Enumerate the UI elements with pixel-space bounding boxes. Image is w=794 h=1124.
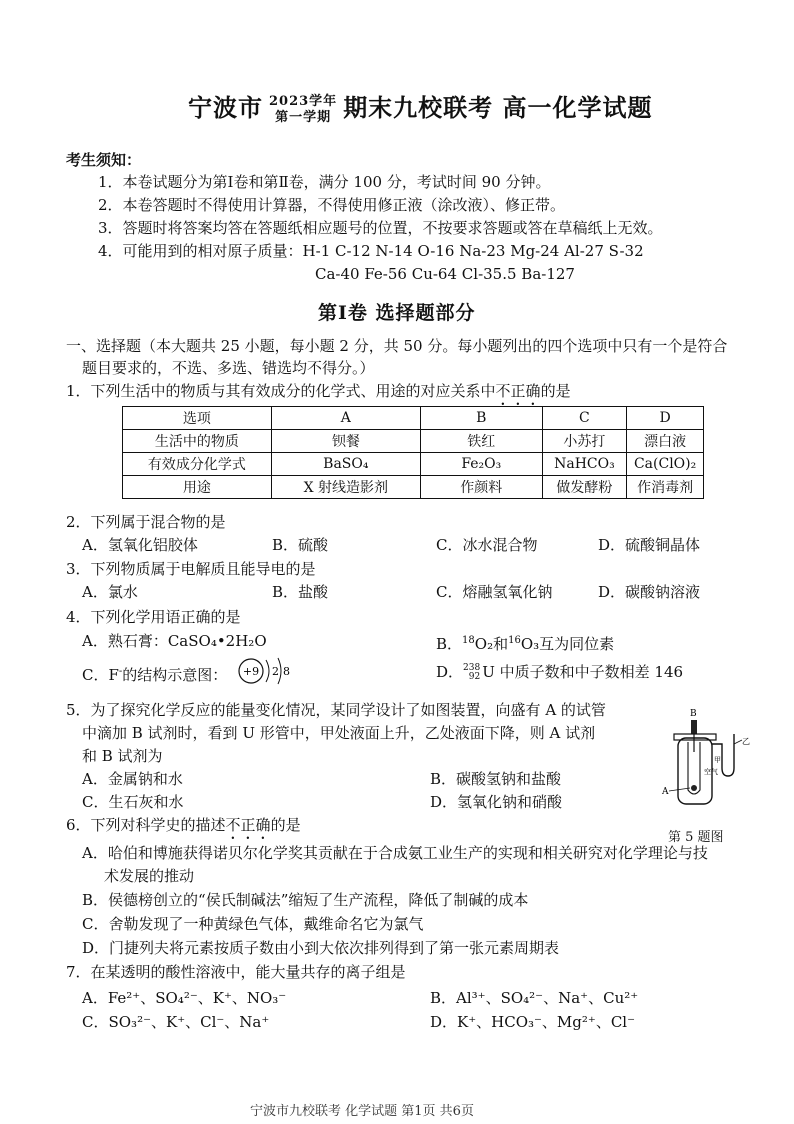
page-footer: 宁波市九校联考 化学试题 第1页 共6页 bbox=[250, 1104, 474, 1119]
q2-option-a: A．氢氧化铝胶体 bbox=[82, 536, 198, 554]
q4-option-b-mass2: 16 bbox=[508, 635, 521, 646]
q2-option-d: D．硫酸铜晶体 bbox=[598, 536, 701, 554]
table-cell: Fe₂O₃ bbox=[420, 453, 542, 476]
q4-option-d-nuclide bbox=[463, 664, 480, 682]
q3-option-b: B．盐酸 bbox=[272, 583, 329, 601]
q3-option-d: D．碳酸钠溶液 bbox=[598, 583, 701, 601]
notice-item-4: 4．可能用到的相对原子质量：H-1 C-12 N-14 O-16 Na-23 Mg-24 Al-27 S-32 bbox=[98, 242, 644, 260]
title-semester: 第一学期 bbox=[275, 109, 332, 125]
table-cell: 作消毒剂 bbox=[627, 476, 704, 499]
q5-apparatus-diagram bbox=[660, 704, 750, 824]
q7-option-b: B．Al³⁺、SO₄²⁻、Na⁺、Cu²⁺ bbox=[430, 989, 639, 1007]
label-yi-pointer bbox=[734, 740, 742, 744]
table-row bbox=[123, 430, 704, 453]
q4-option-c bbox=[82, 662, 227, 685]
q6-option-c: C．舍勒发现了一种黄绿色气体，戴维命名它为氯气 bbox=[82, 915, 424, 933]
table-cell: D bbox=[627, 407, 704, 430]
q1-stem-a: 1．下列生活中的物质与其有效成分的化学式、用途的对应关系中 bbox=[66, 382, 496, 400]
table-cell: 作颜料 bbox=[420, 476, 542, 499]
q3-option-a: A．氯水 bbox=[82, 583, 138, 601]
q4-option-b-post: O₃互为同位素 bbox=[520, 635, 615, 653]
q6-stem bbox=[66, 815, 301, 843]
q6-stem-emphasis: 不正确 bbox=[225, 816, 271, 834]
dropper-bulb bbox=[691, 720, 697, 734]
reagent-a-dot bbox=[691, 785, 697, 791]
label-air: 空气 bbox=[704, 768, 718, 776]
q1-stem bbox=[66, 381, 571, 409]
q4-option-d-mass: 238 bbox=[463, 663, 481, 673]
q4-stem: 4．下列化学用语正确的是 bbox=[66, 608, 241, 626]
notice-masses-line2: Ca-40 Fe-56 Cu-64 Cl-35.5 Ba-127 bbox=[315, 265, 575, 283]
q4-option-d-prefix: D． bbox=[436, 663, 464, 681]
q5-option-b: B．碳酸氢钠和盐酸 bbox=[430, 770, 562, 788]
label-yi: 乙 bbox=[742, 737, 750, 746]
table-row bbox=[123, 476, 704, 499]
q2-stem: 2．下列属于混合物的是 bbox=[66, 513, 226, 531]
title-year-stack bbox=[269, 94, 337, 126]
q5-stem-line1: 5．为了探究化学反应的能量变化情况，某同学设计了如图装置，向盛有 A 的试管 bbox=[66, 701, 606, 719]
q4-option-c-prefix: C．F bbox=[82, 666, 119, 684]
notice-item-1: 1．本卷试题分为第Ⅰ卷和第Ⅱ卷，满分 100 分，考试时间 90 分钟。 bbox=[98, 173, 551, 191]
title-left: 宁波市 bbox=[188, 93, 263, 122]
notice-item-2: 2．本卷答题时不得使用计算器，不得使用修正液（涂改液）、修正带。 bbox=[98, 196, 566, 214]
q4-option-b-mass1: 18 bbox=[462, 635, 475, 646]
q4-option-b bbox=[436, 631, 614, 654]
label-jia: 甲 bbox=[714, 756, 721, 764]
table-cell: NaHCO₃ bbox=[542, 453, 627, 476]
notice-heading: 考生须知： bbox=[66, 151, 142, 169]
table-cell: Ca(ClO)₂ bbox=[627, 453, 704, 476]
label-a: A bbox=[662, 787, 669, 797]
title-right: 期末九校联考 高一化学试题 bbox=[343, 93, 653, 122]
notice-item-3: 3．答题时将答案均答在答题纸相应题号的位置，不按要求答题或答在草稿纸上无效。 bbox=[98, 219, 663, 237]
table-cell: 小苏打 bbox=[542, 430, 627, 453]
q1-stem-b: 的是 bbox=[540, 382, 571, 400]
table-cell: 铁红 bbox=[420, 430, 542, 453]
q4-option-d bbox=[436, 662, 683, 682]
q2-option-c: C．冰水混合物 bbox=[436, 536, 538, 554]
flask-stopper bbox=[674, 734, 716, 740]
label-a-pointer bbox=[669, 788, 690, 791]
fluoride-ion-structure-diagram bbox=[236, 654, 292, 688]
q5-stem-line2: 中滴加 B 试剂时，看到 U 形管中，甲处液面上升，乙处液面下降，则 A 试剂 bbox=[82, 724, 596, 742]
shell-2-electrons: 8 bbox=[283, 665, 290, 678]
table-cell: B bbox=[420, 407, 542, 430]
q4-option-c-charge: - bbox=[118, 666, 123, 677]
q4-option-b-mid: O₂和 bbox=[474, 635, 509, 653]
q2-option-b: B．硫酸 bbox=[272, 536, 329, 554]
table-cell: 用途 bbox=[123, 476, 272, 499]
q6-option-a-line2: 术发展的推动 bbox=[104, 867, 195, 885]
q7-option-d: D．K⁺、HCO₃⁻、Mg²⁺、Cl⁻ bbox=[430, 1013, 636, 1031]
table-cell: 生活中的物质 bbox=[123, 430, 272, 453]
table-cell: 有效成分化学式 bbox=[123, 453, 272, 476]
q6-option-d: D．门捷列夫将元素按质子数由小到大依次排列得到了第一张元素周期表 bbox=[82, 939, 560, 957]
table-cell: 钡餐 bbox=[271, 430, 420, 453]
q7-option-a: A．Fe²⁺、SO₄²⁻、K⁺、NO₃⁻ bbox=[82, 989, 287, 1007]
title-year: 2023学年 bbox=[269, 93, 338, 109]
q6-option-a-line1: A．哈伯和博施获得诺贝尔化学奖其贡献在于合成氨工业生产的实现和相关研究对化学理论与技 bbox=[82, 844, 708, 862]
q7-option-c: C．SO₃²⁻、K⁺、Cl⁻、Na⁺ bbox=[82, 1013, 270, 1031]
q6-option-b: B．侯德榜创立的“侯氏制碱法”缩短了生产流程，降低了制碱的成本 bbox=[82, 891, 529, 909]
q6-stem-b: 的是 bbox=[270, 816, 301, 834]
q1-stem-emphasis: 不正确 bbox=[495, 382, 541, 400]
nucleus-charge: +9 bbox=[242, 665, 260, 678]
q5-option-c: C．生石灰和水 bbox=[82, 793, 184, 811]
q5-stem-line3: 和 B 试剂为 bbox=[82, 747, 163, 765]
q4-option-d-atomic-number: 92 bbox=[468, 672, 481, 682]
table-cell: A bbox=[271, 407, 420, 430]
q3-stem: 3．下列物质属于电解质且能导电的是 bbox=[66, 560, 316, 578]
q1-table bbox=[122, 406, 704, 499]
table-cell: 做发酵粉 bbox=[542, 476, 627, 499]
q5-option-a: A．金属钠和水 bbox=[82, 770, 183, 788]
section-title: 第Ⅰ卷 选择题部分 bbox=[318, 302, 476, 324]
q5-figure-caption: 第 5 题图 bbox=[668, 830, 724, 845]
q5-option-d: D．氢氧化钠和硝酸 bbox=[430, 793, 563, 811]
table-cell: 漂白液 bbox=[627, 430, 704, 453]
table-cell: 选项 bbox=[123, 407, 272, 430]
q4-option-a: A．熟石膏：CaSO₄•2H₂O bbox=[82, 632, 267, 650]
q4-option-b-prefix: B． bbox=[436, 635, 463, 653]
shell-1-electrons: 2 bbox=[272, 665, 279, 678]
label-b: B bbox=[690, 709, 697, 719]
table-cell: X 射线造影剂 bbox=[271, 476, 420, 499]
shell-arc-1 bbox=[266, 660, 269, 682]
section-intro-line2: 题目要求的，不选、多选、错选均不得分。） bbox=[82, 359, 375, 377]
table-cell: C bbox=[542, 407, 627, 430]
q3-option-c: C．熔融氢氧化钠 bbox=[436, 583, 553, 601]
table-row bbox=[123, 407, 704, 430]
table-cell: BaSO₄ bbox=[271, 453, 420, 476]
section-intro-line1: 一、选择题（本大题共 25 小题，每小题 2 分，共 50 分。每小题列出的四个选项中只有一个是符合 bbox=[66, 337, 728, 355]
q4-option-d-post: U 中质子数和中子数相差 146 bbox=[482, 663, 684, 681]
q7-stem: 7．在某透明的酸性溶液中，能大量共存的离子组是 bbox=[66, 963, 406, 981]
page-title bbox=[188, 88, 653, 126]
q4-option-c-post: 的结构示意图： bbox=[122, 666, 228, 684]
q6-stem-a: 6．下列对科学史的描述 bbox=[66, 816, 226, 834]
table-row bbox=[123, 453, 704, 476]
